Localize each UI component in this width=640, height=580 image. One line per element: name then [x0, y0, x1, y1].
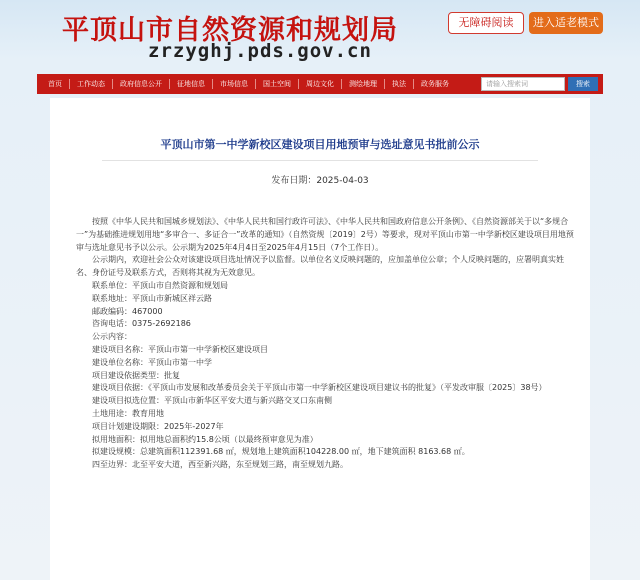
article-body [76, 216, 574, 472]
project-location: 建设项目拟选位置：平顶山市新华区平安大道与新兴路交叉口东南侧 [92, 396, 332, 406]
construction-period: 项目计划建设期限：2025年-2027年 [92, 421, 224, 431]
construction-scale: 拟建设规模：总建筑面积112391.68 ㎡，规划地上建筑面积104228.00 ㎡，地下建筑面积 8163.68 ㎡。 [92, 447, 470, 457]
article-title: 平顶山市第一中学新校区建设项目用地预审与选址意见书批前公示 [160, 138, 480, 151]
elder-mode-button[interactable]: 进入适老模式 [529, 12, 603, 34]
nav-item-land-acquisition[interactable]: 征地信息 [177, 80, 205, 88]
site-domain: zrzyghj.pds.gov.cn [148, 40, 372, 62]
nav-item-spatial[interactable]: 国土空间 [263, 80, 291, 88]
contact-unit: 联系单位：平顶山市自然资源和规划局 [92, 280, 228, 290]
title-divider [102, 160, 538, 161]
basis-type: 项目建设依据类型：批复 [92, 370, 180, 380]
boundaries: 四至边界：北至平安大道，西至新兴路，东至规划三路，南至规划九路。 [92, 460, 348, 470]
header [0, 0, 640, 70]
article-paragraph: 按照《中华人民共和国城乡规划法》、《中华人民共和国行政许可法》、《中华人民共和国政府信息公开条例》、《自然资源部关于以“多规合一”为基础推进规划用地“多审合一、多证合一”改革的通知》（自然资规〔2019〕2号）等要求，现对平顶山市第一中学新校区建设项目用地预审与选址意见书予以公示。公示期为2025年4月4日至2025年4月15日（7个工作日）。 [76, 217, 574, 252]
content-heading: 公示内容： [92, 332, 132, 342]
contact-address: 联系地址：平顶山市新城区祥云路 [92, 293, 212, 303]
postal-code: 邮政编码：467000 [92, 306, 163, 316]
search-input[interactable]: 请输入搜索词 [481, 77, 565, 91]
publish-date: 发布日期：2025-04-03 [271, 176, 369, 186]
project-name: 建设项目名称：平顶山市第一中学新校区建设项目 [92, 344, 268, 354]
accessible-reading-button[interactable]: 无障碍阅读 [448, 12, 524, 34]
land-area: 拟用地面积：拟用地总面积约15.8公顷（以最终预审意见为准） [92, 434, 318, 444]
builder-name: 建设单位名称：平顶山市第一中学 [92, 357, 212, 367]
article-panel [50, 98, 590, 580]
nav-item-surveying[interactable]: 测绘地理 [349, 80, 377, 88]
project-basis: 建设项目依据：《平顶山市发展和改革委员会关于平顶山市第一中学新校区建设项目建议书的批复》（平发改审服〔2025〕38号） [92, 383, 547, 393]
nav-item-culture[interactable]: 周边文化 [306, 80, 334, 88]
nav-item-market[interactable]: 市场信息 [220, 80, 248, 88]
site-title[interactable]: 平顶山市自然资源和规划局 [62, 15, 398, 46]
article-paragraph: 公示期内，欢迎社会公众对该建设项目选址情况予以监督。以单位名义反映问题的，应加盖单位公章；个人反映问题的，应署明真实姓名、身份证号及联系方式，否则将其视为无效意见。 [76, 255, 564, 278]
search-button[interactable]: 搜索 [568, 77, 598, 91]
nav-item-home[interactable]: 首页 [48, 80, 62, 88]
nav-item-services[interactable]: 政务服务 [421, 80, 449, 88]
land-use: 土地用途：教育用地 [92, 408, 164, 418]
phone: 咨询电话：0375-2692186 [92, 319, 191, 329]
nav-item-news[interactable]: 工作动态 [77, 80, 105, 88]
nav-item-enforcement[interactable]: 执法 [392, 80, 406, 88]
nav-item-gov-info[interactable]: 政府信息公开 [120, 80, 162, 88]
